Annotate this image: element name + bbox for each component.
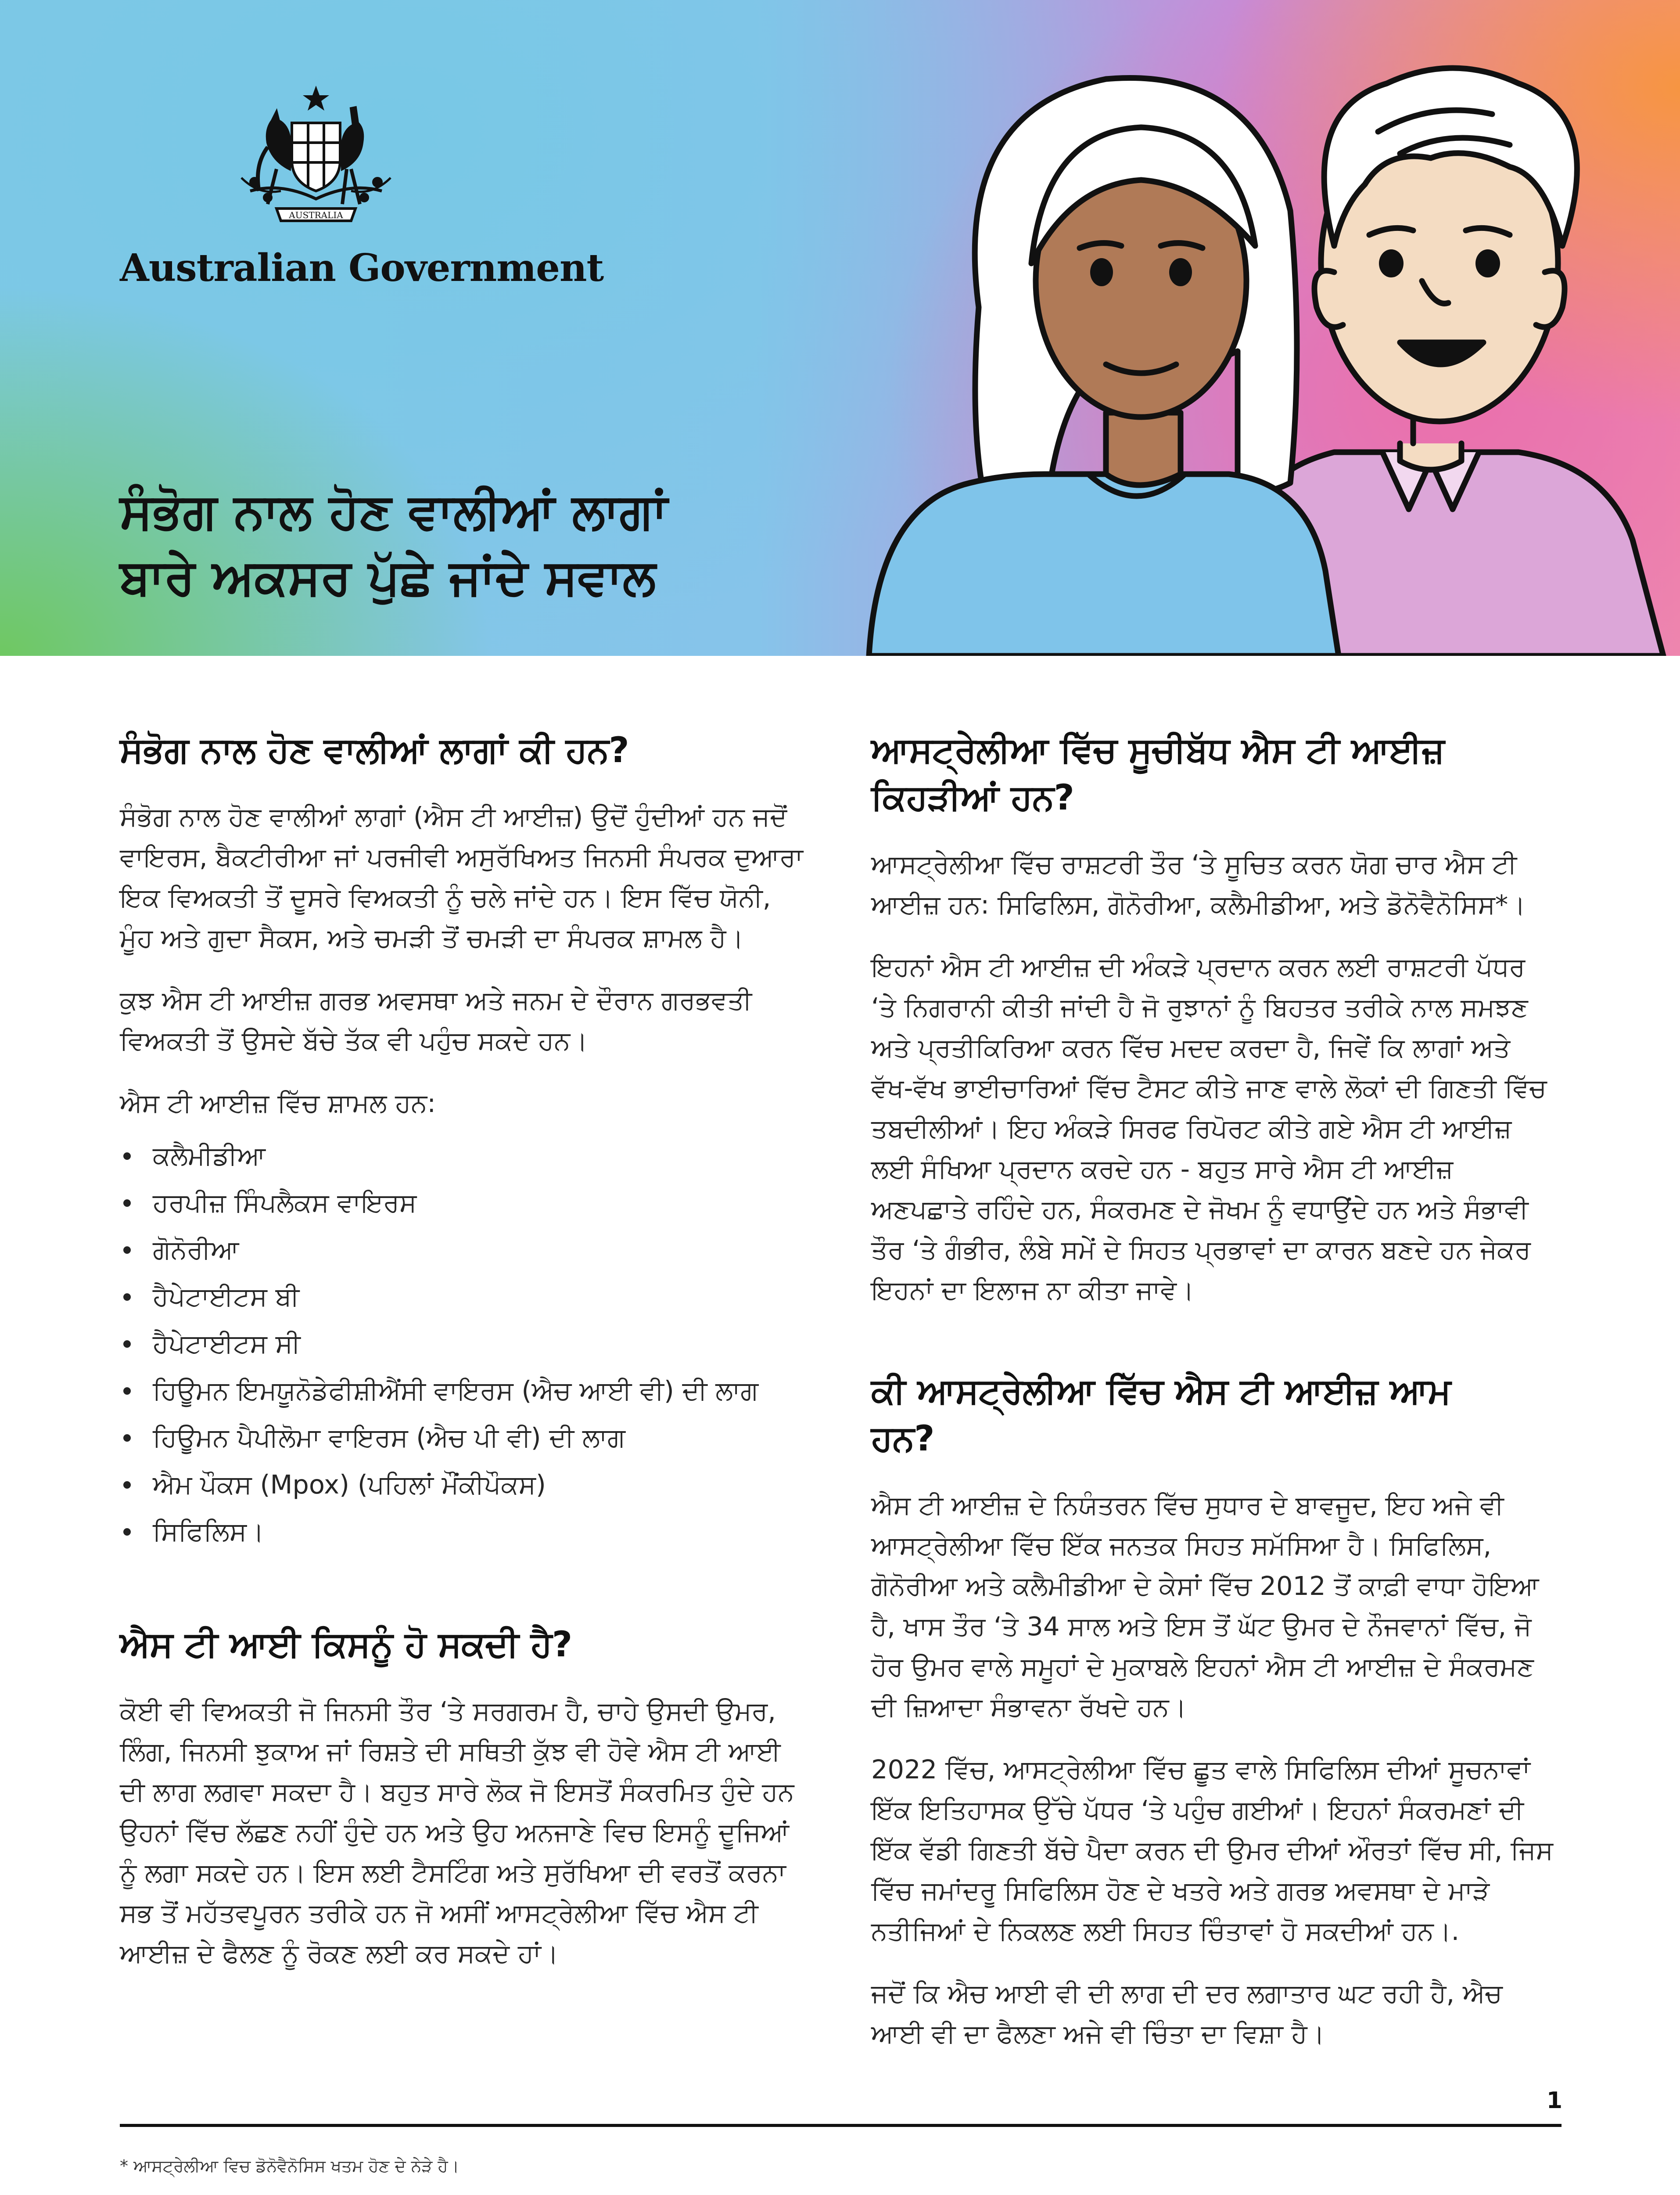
- paragraph: ਐਸ ਟੀ ਆਈਜ਼ ਦੇ ਨਿਯੰਤਰਨ ਵਿੱਚ ਸੁਧਾਰ ਦੇ ਬਾਵਜੂਦ, ਇਹ ਅਜੇ ਵੀ ਆਸਟ੍ਰੇਲੀਆ ਵਿੱਚ ਇੱਕ ਜਨਤਕ ਸਿਹਤ ਸਮੱਸਿਆ ਹੈ। ਸਿਫਿਲਿਸ, ਗੋਨੋਰੀਆ ਅਤੇ ਕਲੈਮੀਡੀਆ ਦੇ ਕੇਸਾਂ ਵਿੱਚ 2012 ਤੋਂ ਕਾਫ਼ੀ ਵਾਧਾ ਹੋਇਆ ਹੈ, ਖਾਸ ਤੌਰ ‘ਤੇ 34 ਸਾਲ ਅਤੇ ਇਸ ਤੋਂ ਘੱਟ ਉਮਰ ਦੇ ਨੌਜਵਾਨਾਂ ਵਿੱਚ, ਜੋ ਹੋਰ ਉਮਰ ਵਾਲੇ ਸਮੂਹਾਂ ਦੇ ਮੁਕਾਬਲੇ ਇਹਨਾਂ ਐਸ ਟੀ ਆਈਜ਼ ਦੇ ਸੰਕਰਮਣ ਦੀ ਜ਼ਿਆਦਾ ਸੰਭਾਵਨਾ ਰੱਖਦੇ ਹਨ।: [871, 1490, 1539, 1722]
- section-heading-who-can-get-sti: ਐਸ ਟੀ ਆਈ ਕਿਸਨੂੰ ਹੋ ਸਕਦੀ ਹੈ?: [120, 1624, 572, 1665]
- paragraph: ਆਸਟ੍ਰੇਲੀਆ ਵਿੱਚ ਰਾਸ਼ਟਰੀ ਤੌਰ ‘ਤੇ ਸੂਚਿਤ ਕਰਨ ਯੋਗ ਚਾਰ ਐਸ ਟੀ ਆਈਜ਼ ਹਨ: ਸਿਫਿਲਿਸ, ਗੋਨੋਰੀਆ, ਕਲੈਮੀਡੀਆ, ਅਤੇ ਡੋਨੋਵੈਨੋਸਿਸ*।: [871, 849, 1526, 920]
- left-column: [120, 727, 804, 1996]
- list-item: ਹਿਊਮਨ ਪੈਪੀਲੋਮਾ ਵਾਇਰਸ (ਐਚ ਪੀ ਵੀ) ਦੀ ਲਾਗ: [120, 1414, 804, 1461]
- page-title: [120, 479, 866, 610]
- paragraph: ਜਦੋਂ ਕਿ ਐਚ ਆਈ ਵੀ ਦੀ ਲਾਗ ਦੀ ਦਰ ਲਗਾਤਾਰ ਘਟ ਰਹੀ ਹੈ, ਐਚ ਆਈ ਵੀ ਦਾ ਫੈਲਣਾ ਅਜੇ ਵੀ ਚਿੰਤਾ ਦਾ ਵਿਸ਼ਾ ਹੈ।: [871, 1978, 1503, 2049]
- paragraph: ਕੋਈ ਵੀ ਵਿਅਕਤੀ ਜੋ ਜਿਨਸੀ ਤੌਰ ‘ਤੇ ਸਰਗਰਮ ਹੈ, ਚਾਹੇ ਉਸਦੀ ਉਮਰ, ਲਿੰਗ, ਜਿਨਸੀ ਝੁਕਾਅ ਜਾਂ ਰਿਸ਼ਤੇ ਦੀ ਸਥਿਤੀ ਕੁੱਝ ਵੀ ਹੋਵੇ ਐਸ ਟੀ ਆਈ ਦੀ ਲਾਗ ਲਗਵਾ ਸਕਦਾ ਹੈ। ਬਹੁਤ ਸਾਰੇ ਲੋਕ ਜੋ ਇਸਤੋਂ ਸੰਕਰਮਿਤ ਹੁੰਦੇ ਹਨ ਉਹਨਾਂ ਵਿੱਚ ਲੱਛਣ ਨਹੀਂ ਹੁੰਦੇ ਹਨ ਅਤੇ ਉਹ ਅਨਜਾਣੇ ਵਿਚ ਇਸਨੂੰ ਦੂਜਿਆਂ ਨੂੰ ਲਗਾ ਸਕਦੇ ਹਨ। ਇਸ ਲਈ ਟੈਸਟਿੰਗ ਅਤੇ ਸੁਰੱਖਿਆ ਦੀ ਵਰਤੋਂ ਕਰਨਾ ਸਭ ਤੋਂ ਮਹੱਤਵਪੂਰਨ ਤਰੀਕੇ ਹਨ ਜੋ ਅਸੀਂ ਆਸਟ੍ਰੇਲੀਆ ਵਿੱਚ ਐਸ ਟੀ ਆਈਜ਼ ਦੇ ਫੈਲਣ ਨੂੰ ਰੋਕਣ ਲਈ ਕਰ ਸਕਦੇ ਹਾਂ।: [120, 1696, 794, 1968]
- page-title-line-1: ਸੰਭੋਗ ਨਾਲ ਹੋਣ ਵਾਲੀਆਂ ਲਾਗਾਂ: [120, 483, 668, 540]
- sti-list: [120, 1132, 804, 1555]
- paragraph: ਇਹਨਾਂ ਐਸ ਟੀ ਆਈਜ਼ ਦੀ ਅੰਕੜੇ ਪ੍ਰਦਾਨ ਕਰਨ ਲਈ ਰਾਸ਼ਟਰੀ ਪੱਧਰ ‘ਤੇ ਨਿਗਰਾਨੀ ਕੀਤੀ ਜਾਂਦੀ ਹੈ ਜੋ ਰੁਝਾਨਾਂ ਨੂੰ ਬਿਹਤਰ ਤਰੀਕੇ ਨਾਲ ਸਮਝਣ ਅਤੇ ਪ੍ਰਤੀਕਿਰਿਆ ਕਰਨ ਵਿੱਚ ਮਦਦ ਕਰਦਾ ਹੈ, ਜਿਵੇਂ ਕਿ ਲਾਗਾਂ ਅਤੇ ਵੱਖ-ਵੱਖ ਭਾਈਚਾਰਿਆਂ ਵਿੱਚ ਟੈਸਟ ਕੀਤੇ ਜਾਣ ਵਾਲੇ ਲੋਕਾਂ ਦੀ ਗਿਣਤੀ ਵਿੱਚ ਤਬਦੀਲੀਆਂ। ਇਹ ਅੰਕੜੇ ਸਿਰਫ ਰਿਪੋਰਟ ਕੀਤੇ ਗਏ ਐਸ ਟੀ ਆਈਜ਼ ਲਈ ਸੰਖਿਆ ਪ੍ਰਦਾਨ ਕਰਦੇ ਹਨ - ਬਹੁਤ ਸਾਰੇ ਐਸ ਟੀ ਆਈਜ਼ ਅਣਪਛਾਤੇ ਰਹਿੰਦੇ ਹਨ, ਸੰਕਰਮਣ ਦੇ ਜੋਖਮ ਨੂੰ ਵਧਾਉਂਦੇ ਹਨ ਅਤੇ ਸੰਭਾਵੀ ਤੌਰ ‘ਤੇ ਗੰਭੀਰ, ਲੰਬੇ ਸਮੇਂ ਦੇ ਸਿਹਤ ਪ੍ਰਭਾਵਾਂ ਦਾ ਕਾਰਨ ਬਣਦੇ ਹਨ ਜੇਕਰ ਇਹਨਾਂ ਦਾ ਇਲਾਜ ਨਾ ਕੀਤਾ ਜਾਵੇ।: [871, 952, 1547, 1305]
- section-heading-what-are-stis: ਸੰਭੋਗ ਨਾਲ ਹੋਣ ਵਾਲੀਆਂ ਲਾਗਾਂ ਕੀ ਹਨ?: [120, 730, 629, 770]
- header-banner: [0, 0, 1680, 656]
- list-item: ਹੈਪੇਟਾਈਟਸ ਸੀ: [120, 1320, 804, 1367]
- list-item: ਹਰਪੀਜ਼ ਸਿੰਪਲੈਕਸ ਵਾਇਰਸ: [120, 1179, 804, 1226]
- list-intro: ਐਸ ਟੀ ਆਈਜ਼ ਵਿੱਚ ਸ਼ਾਮਲ ਹਨ:: [120, 1088, 436, 1118]
- two-people-illustration: [860, 0, 1680, 656]
- page-title-line-2: ਬਾਰੇ ਅਕਸਰ ਪੁੱਛੇ ਜਾਂਦੇ ਸਵਾਲ: [120, 549, 656, 606]
- section-heading-notifiable-stis: ਆਸਟ੍ਰੇਲੀਆ ਵਿੱਚ ਸੂਚੀਬੱਧ ਐਸ ਟੀ ਆਈਜ਼ ਕਿਹੜੀਆਂ ਹਨ?: [871, 730, 1445, 818]
- section-heading-are-stis-common: ਕੀ ਆਸਟ੍ਰੇਲੀਆ ਵਿੱਚ ਐਸ ਟੀ ਆਈਜ਼ ਆਮ ਹਨ?: [871, 1371, 1451, 1459]
- list-item: ਹਿਊਮਨ ਇਮਯੂਨੋਡੇਫੀਸ਼ੀਐਂਸੀ ਵਾਇਰਸ (ਐਚ ਆਈ ਵੀ) ਦੀ ਲਾਗ: [120, 1367, 804, 1414]
- list-item: ਐਮ ਪੌਕਸ (Mpox) (ਪਹਿਲਾਂ ਮੌਂਕੀਪੌਕਸ): [120, 1461, 804, 1508]
- paragraph: ਸੰਭੋਗ ਨਾਲ ਹੋਣ ਵਾਲੀਆਂ ਲਾਗਾਂ (ਐਸ ਟੀ ਆਈਜ਼) ਉਦੋਂ ਹੁੰਦੀਆਂ ਹਨ ਜਦੋਂ ਵਾਇਰਸ, ਬੈਕਟੀਰੀਆ ਜਾਂ ਪਰਜੀਵੀ ਅਸੁਰੱਖਿਅਤ ਜਿਨਸੀ ਸੰਪਰਕ ਦੁਆਰਾ ਇਕ ਵਿਅਕਤੀ ਤੋਂ ਦੂਸਰੇ ਵਿਅਕਤੀ ਨੂੰ ਚਲੇ ਜਾਂਦੇ ਹਨ। ਇਸ ਵਿੱਚ ਯੋਨੀ, ਮੂੰਹ ਅਤੇ ਗੁਦਾ ਸੈਕਸ, ਅਤੇ ਚਮੜੀ ਤੋਂ ਚਮੜੀ ਦਾ ਸੰਪਰਕ ਸ਼ਾਮਲ ਹੈ।: [120, 802, 803, 953]
- list-item: ਸਿਫਿਲਿਸ।: [120, 1508, 804, 1555]
- coat-of-arms-icon: [211, 81, 421, 239]
- paragraph: 2022 ਵਿੱਚ, ਆਸਟ੍ਰੇਲੀਆ ਵਿੱਚ ਛੂਤ ਵਾਲੇ ਸਿਫਿਲਿਸ ਦੀਆਂ ਸੂਚਨਾਵਾਂ ਇੱਕ ਇਤਿਹਾਸਕ ਉੱਚੇ ਪੱਧਰ ‘ਤੇ ਪਹੁੰਚ ਗਈਆਂ। ਇਹਨਾਂ ਸੰਕਰਮਣਾਂ ਦੀ ਇੱਕ ਵੱਡੀ ਗਿਣਤੀ ਬੱਚੇ ਪੈਦਾ ਕਰਨ ਦੀ ਉਮਰ ਦੀਆਂ ਔਰਤਾਂ ਵਿੱਚ ਸੀ, ਜਿਸ ਵਿੱਚ ਜਮਾਂਦਰੂ ਸਿਫਿਲਿਸ ਹੋਣ ਦੇ ਖਤਰੇ ਅਤੇ ਗਰਭ ਅਵਸਥਾ ਦੇ ਮਾੜੇ ਨਤੀਜਿਆਂ ਦੇ ਨਿਕਲਣ ਲਈ ਸਿਹਤ ਚਿੰਤਾਵਾਂ ਹੋ ਸਕਦੀਆਂ ਹਨ।.: [871, 1754, 1553, 1946]
- footer-divider: [120, 2124, 1562, 2127]
- government-name: Australian Government: [120, 246, 604, 290]
- footnote: * ਆਸਟ੍ਰੇਲੀਆ ਵਿਚ ਡੋਨੋਵੈਨੋਸਿਸ ਖਤਮ ਹੋਣ ਦੇ ਨੇੜੇ ਹੈ।: [120, 2156, 459, 2176]
- page-number: 1: [1546, 2087, 1562, 2114]
- list-item: ਕਲੈਮੀਡੀਆ: [120, 1132, 804, 1179]
- paragraph: ਕੁਝ ਐਸ ਟੀ ਆਈਜ਼ ਗਰਭ ਅਵਸਥਾ ਅਤੇ ਜਨਮ ਦੇ ਦੌਰਾਨ ਗਰਭਵਤੀ ਵਿਅਕਤੀ ਤੋਂ ਉਸਦੇ ਬੱਚੇ ਤੱਕ ਵੀ ਪਹੁੰਚ ਸਕਦੇ ਹਨ।: [120, 985, 752, 1056]
- list-item: ਹੈਪੇਟਾਈਟਸ ਬੀ: [120, 1273, 804, 1320]
- list-item: ਗੋਨੋਰੀਆ: [120, 1226, 804, 1273]
- right-column: [871, 727, 1556, 2076]
- crest-scroll-text: AUSTRALIA: [289, 210, 343, 220]
